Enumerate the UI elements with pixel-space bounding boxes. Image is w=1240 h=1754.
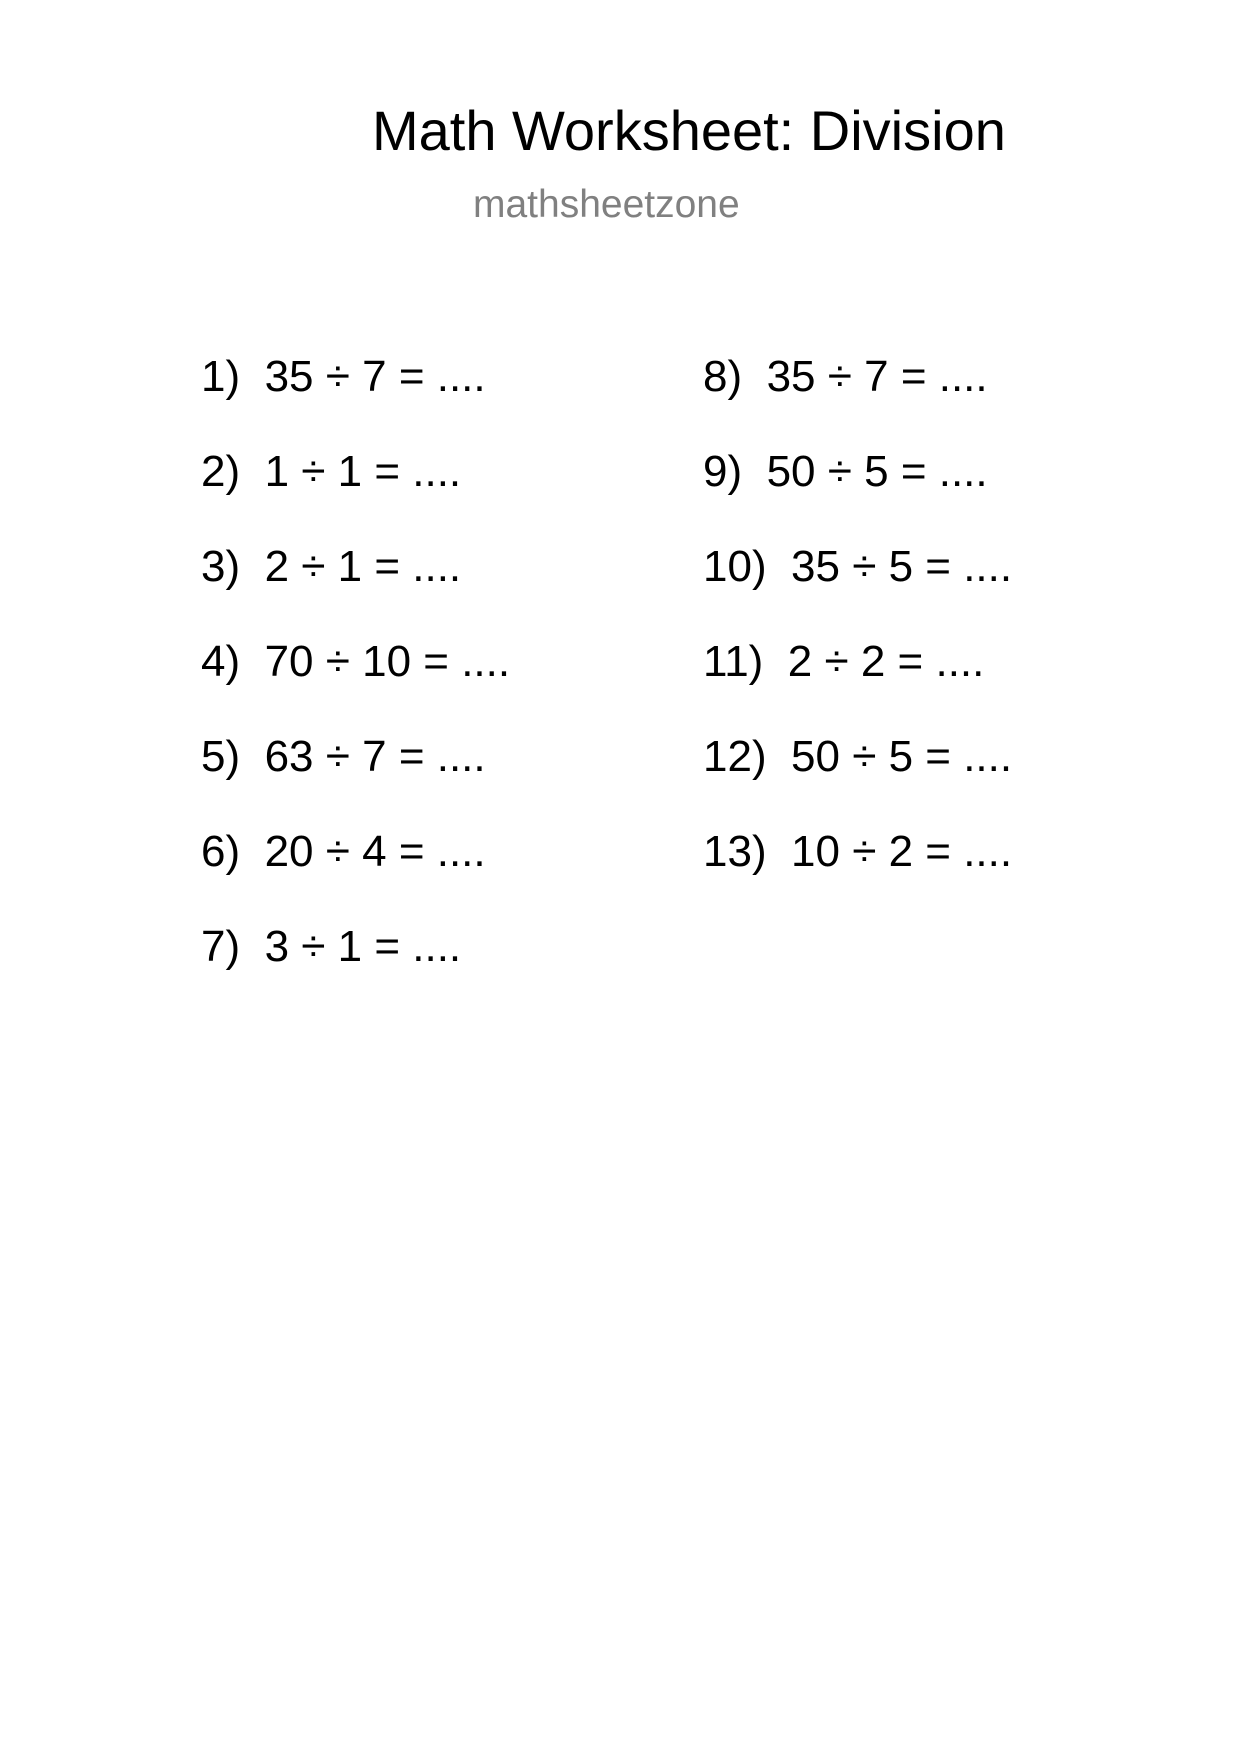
problem-item <box>703 637 984 687</box>
problem-item <box>201 542 461 592</box>
problem-expression: 3 ÷ 1 = .... <box>264 922 462 971</box>
problem-number: 6) <box>201 827 241 876</box>
problem-number: 1) <box>201 352 241 401</box>
problem-expression: 63 ÷ 7 = .... <box>264 732 486 781</box>
problem-item <box>703 732 1012 782</box>
problem-item <box>201 447 461 497</box>
problem-number: 10) <box>703 542 767 591</box>
problem-item <box>703 542 1012 592</box>
problem-expression: 35 ÷ 7 = .... <box>766 352 988 401</box>
problem-expression: 50 ÷ 5 = .... <box>791 732 1013 781</box>
problem-expression: 35 ÷ 7 = .... <box>264 352 486 401</box>
problem-expression: 2 ÷ 1 = .... <box>264 542 462 591</box>
problem-item <box>703 352 988 402</box>
problem-item <box>201 732 486 782</box>
problem-number: 12) <box>703 732 767 781</box>
problem-item <box>201 922 461 972</box>
problem-number: 7) <box>201 922 241 971</box>
problem-expression: 35 ÷ 5 = .... <box>791 542 1013 591</box>
problem-item <box>703 447 988 497</box>
problem-item <box>703 827 1012 877</box>
problem-expression: 10 ÷ 2 = .... <box>791 827 1013 876</box>
problem-number: 3) <box>201 542 241 591</box>
problem-number: 2) <box>201 447 241 496</box>
problem-number: 9) <box>703 447 743 496</box>
problem-number: 8) <box>703 352 743 401</box>
problem-item <box>201 827 486 877</box>
problem-expression: 2 ÷ 2 = .... <box>787 637 985 686</box>
problem-number: 4) <box>201 637 241 686</box>
problem-expression: 20 ÷ 4 = .... <box>264 827 486 876</box>
problem-expression: 50 ÷ 5 = .... <box>766 447 988 496</box>
page-title: Math Worksheet: Division <box>372 99 1006 162</box>
problem-number: 13) <box>703 827 767 876</box>
problem-expression: 1 ÷ 1 = .... <box>264 447 462 496</box>
problem-item <box>201 637 510 687</box>
page-subtitle: mathsheetzone <box>473 183 740 226</box>
problem-expression: 70 ÷ 10 = .... <box>264 637 511 686</box>
problem-item <box>201 352 486 402</box>
problem-number: 11) <box>703 637 764 686</box>
problem-number: 5) <box>201 732 241 781</box>
